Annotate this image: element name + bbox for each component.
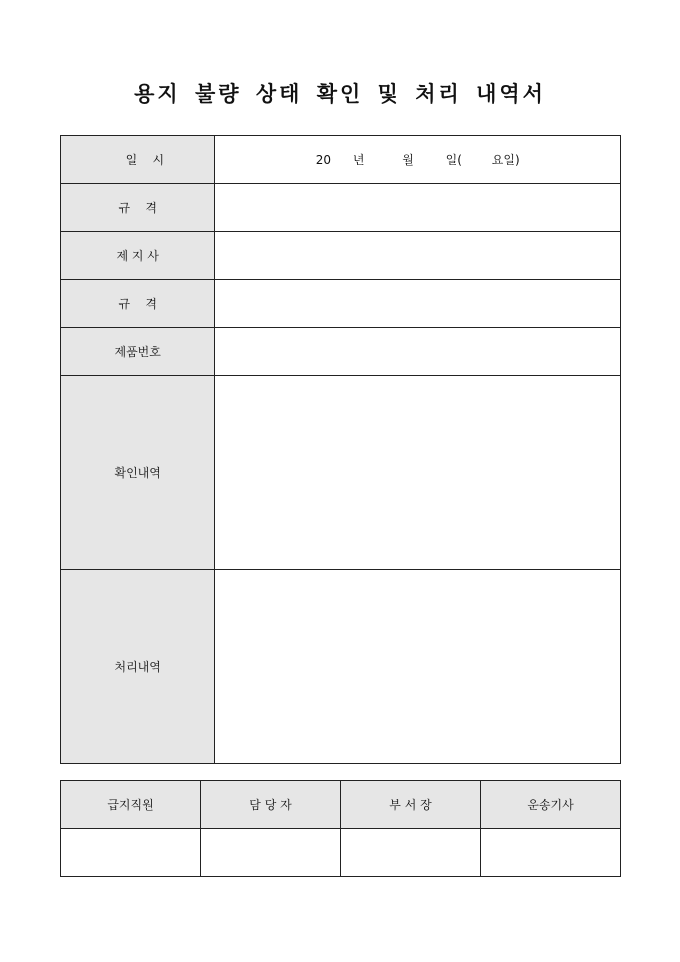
info-table [60,135,621,764]
spec-field[interactable] [215,184,621,232]
check-details-field[interactable] [215,376,621,570]
signature-label-manager: 담 당 자 [201,781,341,829]
product-number-label: 제품번호 [61,328,215,376]
check-details-label: 확인내역 [61,376,215,570]
paper-maker-label: 제 지 사 [61,232,215,280]
table-row [61,570,621,764]
signature-label-driver: 운송기사 [481,781,621,829]
table-row [61,136,621,184]
signature-label-feeder: 급지직원 [61,781,201,829]
table-row [61,280,621,328]
weekday-unit: 요일) [491,153,520,167]
signature-box-row [61,829,621,877]
document-title: 용지 불량 상태 확인 및 처리 내역서 [134,81,546,106]
handling-details-label: 처리내역 [61,570,215,764]
signature-box-driver[interactable] [481,829,621,877]
spec-label: 규 격 [61,184,215,232]
spec-label-2: 규 격 [61,280,215,328]
table-row [61,376,621,570]
date-field[interactable] [215,136,621,184]
year-prefix: 20 [315,153,331,167]
product-number-field[interactable] [215,328,621,376]
spec-field-2[interactable] [215,280,621,328]
paper-maker-field[interactable] [215,232,621,280]
signature-label-department-head: 부 서 장 [341,781,481,829]
month-unit: 월 [402,153,414,167]
signature-header-row [61,781,621,829]
table-row [61,328,621,376]
handling-details-field[interactable] [215,570,621,764]
signature-box-feeder[interactable] [61,829,201,877]
table-row [61,184,621,232]
year-unit: 년 [352,153,365,167]
signature-box-department-head[interactable] [341,829,481,877]
table-row [61,232,621,280]
signature-box-manager[interactable] [201,829,341,877]
day-unit: 일( [445,153,462,167]
signature-table [60,780,621,877]
date-label: 일 시 [61,136,215,184]
